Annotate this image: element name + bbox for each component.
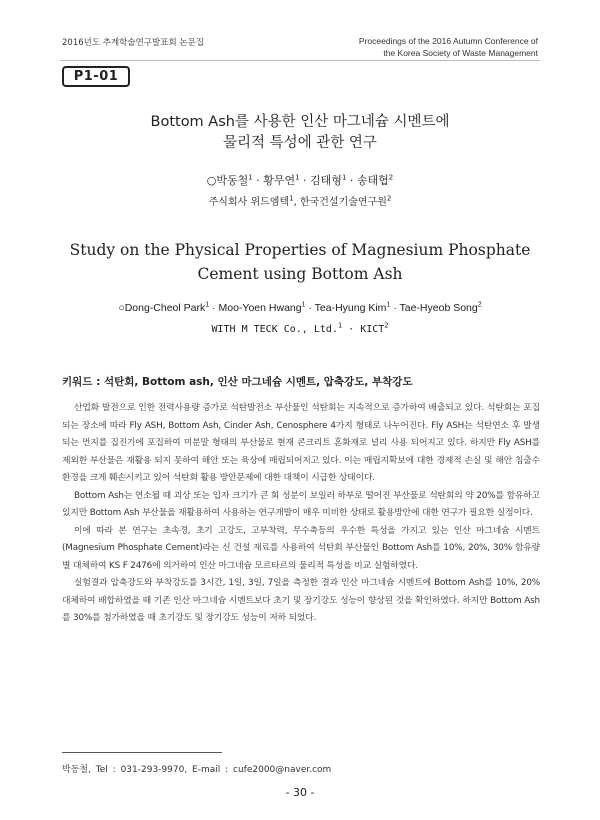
author-separator: · — [252, 174, 264, 187]
affiliation-separator: · — [342, 324, 361, 335]
affiliation-sup: 1 — [289, 194, 294, 203]
author-name: Moo-Yoen Hwang — [218, 302, 302, 314]
affiliation-org: KICT — [360, 324, 385, 335]
author-separator: · — [390, 302, 400, 314]
author-sup: 2 — [388, 173, 394, 182]
korean-affiliations — [0, 193, 600, 208]
korean-title — [0, 112, 600, 154]
english-title — [0, 238, 600, 286]
korean-title-line1: Bottom Ash를 사용한 인산 마그네슘 시멘트에 — [150, 114, 450, 130]
running-header-right-line2: the Korea Society of Waste Management — [383, 48, 538, 58]
paper-id-badge: P1-01 — [62, 66, 130, 87]
author-name: 황무연 — [263, 174, 296, 187]
affiliation-org: WITH M TECK Co., Ltd. — [211, 324, 338, 335]
author-sup: 1 — [205, 301, 210, 309]
author-sup: 1 — [248, 173, 253, 182]
author-name: ○Dong-Cheol Park — [118, 302, 206, 314]
affiliation-org: 주식회사 위드엠텍 — [208, 197, 290, 208]
running-header-left: 2016년도 추계학술연구발표회 논문집 — [62, 38, 204, 48]
author-name: 송태협 — [356, 174, 389, 187]
author-sup: 1 — [341, 173, 347, 182]
author-separator: · — [305, 302, 315, 314]
author-sup: 1 — [386, 301, 391, 309]
affiliation-sup: 2 — [386, 194, 392, 203]
english-authors — [0, 302, 600, 314]
author-separator: · — [209, 302, 219, 314]
running-header-right — [359, 35, 538, 59]
affiliation-org: 한국건설기술연구원 — [299, 197, 387, 208]
page-number: - 30 - — [285, 786, 315, 799]
author-sup: 1 — [295, 173, 300, 182]
abstract-body — [62, 400, 540, 628]
body-paragraph: 이에 따라 본 연구는 초속경, 초기 고강도, 고부착력, 무수축등의 우수한 특성을 가지고 있는 인산 마그네슘 시멘트(Magnesium Phosphate Cement)라는 신 건설 재료를 사용하여 석탄회 부산물인 Bottom Ash를 10%, 20%, 30% 함유량별 대체하여 KS F 2476에 의거하여 인산 마그네슘 모르타르의 물리적 특성을 비교 실험하였다. — [62, 525, 540, 571]
affiliation-separator: , — [293, 197, 300, 208]
author-sup: 1 — [301, 301, 306, 309]
affiliation-sup: 1 — [337, 321, 343, 330]
author-name: 김태형 — [310, 174, 342, 187]
english-title-line2: Cement using Bottom Ash — [197, 265, 403, 283]
affiliation-sup: 2 — [384, 321, 389, 330]
english-affiliations — [0, 321, 600, 335]
author-separator: · — [299, 174, 311, 187]
korean-authors — [0, 172, 600, 188]
running-header-right-line1: Proceedings of the 2016 Autumn Conference of — [358, 36, 538, 46]
body-paragraph: 실험결과 압축강도와 부착강도를 3시간, 1일, 3일, 7일을 측정한 결과 인산 마그네슘 시멘트에 Bottom Ash를 10%, 20% 대체하여 배합하였을 때 기존 인산 마그네슘 시멘트보다 초기 및 장기강도 성능이 향상된 것을 확인하였다. 하지만 Bottom Ash를 30%를 첨가하였을 때 초기강도 및 장기강도 성능이 저하 되었다. — [62, 578, 540, 623]
footnote-contact: 박동철, Tel : 031-293-9970, E-mail : cufe2000@naver.com — [62, 765, 332, 775]
author-name: Tea-Hyung Kim — [314, 302, 387, 314]
author-sup: 2 — [477, 301, 482, 309]
korean-title-line2: 물리적 특성에 관한 연구 — [223, 135, 377, 151]
footnote-divider — [62, 752, 222, 753]
body-paragraph: Bottom Ash는 연소될 때 괴상 또는 입자 크기가 큰 회 성분이 보일러 하부로 떨어진 부산물로 석탄회의 약 20%를 함유하고 있지만 Bottom Ash 부산물을 재활용하여 사용하는 연구개발이 매우 미비한 상태로 활용방안에 대한 연구가 필요한 실정이다. — [62, 490, 540, 518]
author-name: ○박동철 — [206, 174, 249, 187]
keywords: 키워드 : 석탄회, Bottom ash, 인산 마그네슘 시멘트, 압축강도, 부착강도 — [62, 376, 413, 388]
header-divider — [60, 60, 540, 61]
english-title-line1: Study on the Physical Properties of Magnesium Phosphate — [69, 241, 531, 259]
author-name: Tae-Hyeob Song — [399, 302, 478, 314]
body-paragraph: 산업화 발전으로 인한 전력사용량 증가로 석탄발전소 부산물인 석탄회는 지속적으로 증가하여 배출되고 있다. 석탄회는 포집되는 장소에 따라 Fly ASH, Bottom Ash, Cinder Ash, Cenosphere 4가지 형태로 나누어진다. Fly ASH는 석탄연소 후 발생되는 먼지를 집진기에 포집하여 미분말 형태의 부산물로 현재 콘크리트 혼화재로 널리 사용 되어지고 있다. 하지만 Fly ASH를 제외한 부산물은 재활용 되지 못하여 해안 또는 육상에 매립되어지고 있다. 이는 매립지확보에 대한 경제적 손실 및 해안 침출수 환경을 크게 훼손시키고 있어 석탄회 활용 방안문제에 대한 대책이 시급한 상태이다. — [62, 403, 540, 483]
author-separator: · — [346, 174, 357, 187]
